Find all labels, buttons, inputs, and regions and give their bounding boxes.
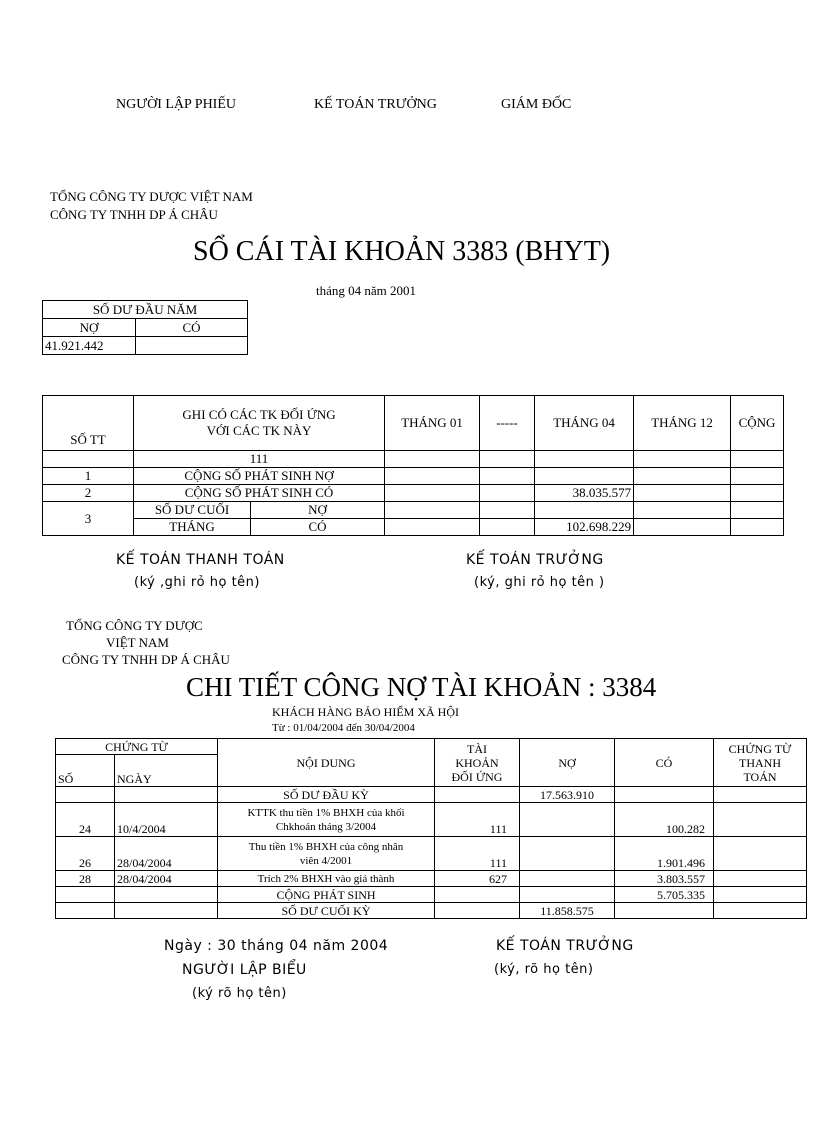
opening-debit-label: NỢ — [43, 319, 136, 337]
row-account: 627 — [435, 871, 520, 887]
row-3-no: 3 — [43, 502, 134, 536]
h-doc-l3: TOÁN — [743, 769, 777, 784]
row-3-credit: CÓ — [251, 519, 385, 536]
col-month-04: THÁNG 04 — [535, 396, 634, 451]
row-date: 28/04/2004 — [115, 837, 218, 871]
table-row — [56, 803, 807, 837]
opening-debit-value: 41.921.442 — [43, 337, 136, 355]
debt-period: Từ : 01/04/2004 đến 30/04/2004 — [272, 722, 415, 734]
col-desc-line2: VỚI CÁC TK NÀY — [206, 423, 312, 438]
row-2-label: CỘNG SỐ PHÁT SINH CÓ — [134, 485, 385, 502]
org-line-1: TỔNG CÔNG TY DƯỢC VIỆT NAM — [50, 189, 253, 204]
col-total: CỘNG — [731, 396, 784, 451]
org2-line-3: CÔNG TY TNHH DP Á CHÂU — [62, 652, 230, 667]
ledger-period: tháng 04 năm 2001 — [316, 283, 417, 298]
row-debit — [520, 803, 615, 837]
debt-table — [55, 738, 807, 919]
ledger-sign-right: KẾ TOÁN TRƯỞNG — [466, 552, 604, 568]
debt-sign-right-note: (ký, rõ họ tên) — [494, 962, 594, 977]
row-2-month-04: 38.035.577 — [535, 485, 634, 502]
row-1-no: 1 — [43, 468, 134, 485]
col-desc-line1: GHI CÓ CÁC TK ĐỐI ỨNG — [182, 407, 336, 422]
row-credit: 1.901.496 — [615, 837, 714, 871]
row-no: 24 — [56, 803, 115, 837]
table-row — [56, 837, 807, 871]
ledger-sign-left: KẾ TOÁN THANH TOÁN — [116, 552, 285, 568]
opening-label: SỐ DƯ ĐẦU KỲ — [218, 787, 435, 803]
ledger-title: SỔ CÁI TÀI KHOẢN 3383 (BHYT) — [193, 236, 611, 267]
debt-title: CHI TIẾT CÔNG NỢ TÀI KHOẢN : 3384 — [186, 672, 657, 702]
row-3-credit-month-04: 102.698.229 — [535, 519, 634, 536]
row-date: 10/4/2004 — [115, 803, 218, 837]
col-desc — [134, 396, 385, 451]
row-account: 111 — [435, 803, 520, 837]
ledger-sign-left-note: (ký ,ghi rỏ họ tên) — [134, 575, 260, 590]
opening-balance-table — [42, 300, 248, 355]
org2-line-2: VIỆT NAM — [106, 635, 169, 650]
signature-preparer: NGƯỜI LẬP PHIẾU — [116, 97, 237, 112]
row-1-label: CỘNG SỐ PHÁT SINH NỢ — [134, 468, 385, 485]
total-label: CỘNG PHÁT SINH — [218, 887, 435, 903]
row-2-no: 2 — [43, 485, 134, 502]
closing-debit: 11.858.575 — [520, 903, 615, 919]
opening-debit: 17.563.910 — [520, 787, 615, 803]
org-line-2: CÔNG TY TNHH DP Á CHÂU — [50, 207, 218, 222]
col-dash: ----- — [480, 396, 535, 451]
row-3-label-line1: SỐ DƯ CUỐI — [134, 502, 251, 519]
debt-sign-right: KẾ TOÁN TRƯỞNG — [496, 938, 634, 954]
row-3-label-line2: THÁNG — [134, 519, 251, 536]
debt-sign-left: NGƯỜI LẬP BIỂU — [182, 962, 307, 978]
opening-header: SỐ DƯ ĐẦU NĂM — [43, 301, 248, 319]
row-date: 28/04/2004 — [115, 871, 218, 887]
row-debit — [520, 837, 615, 871]
table-row — [56, 871, 807, 887]
col-month-12: THÁNG 12 — [634, 396, 731, 451]
h-account — [435, 739, 520, 787]
h-account-l1: TÀI — [467, 741, 487, 756]
h-doc-l1: CHỨNG TỪ — [728, 741, 792, 756]
row-content: Thu tiền 1% BHXH của công nhân viên 4/2001 — [218, 837, 435, 871]
row-3-debit: NỢ — [251, 502, 385, 519]
signature-director: GIÁM ĐỐC — [501, 97, 572, 112]
h-content: NỘI DUNG — [218, 739, 435, 787]
h-voucher: CHỨNG TỪ — [56, 739, 218, 755]
ledger-sign-right-note: (ký, ghi rỏ họ tên ) — [474, 575, 605, 590]
signature-chief-accountant: KẾ TOÁN TRƯỞNG — [314, 97, 437, 112]
h-doc-l2: THANH — [739, 755, 781, 770]
h-credit: CÓ — [615, 739, 714, 787]
h-debit: NỢ — [520, 739, 615, 787]
row-no: 28 — [56, 871, 115, 887]
row-no: 26 — [56, 837, 115, 871]
debt-date-line: Ngày : 30 tháng 04 năm 2004 — [164, 938, 389, 954]
ledger-table — [42, 395, 784, 536]
row-account: 111 — [435, 837, 520, 871]
row-account: 111 — [134, 451, 385, 468]
closing-label: SỐ DƯ CUỐI KỲ — [218, 903, 435, 919]
row-content: KTTK thu tiền 1% BHXH của khối Chkhoán tháng 3/2004 — [218, 803, 435, 837]
opening-credit-label: CÓ — [136, 319, 248, 337]
opening-credit-value — [136, 337, 248, 355]
row-credit: 100.282 — [615, 803, 714, 837]
org2-line-1: TỔNG CÔNG TY DƯỢC — [66, 618, 203, 633]
h-no: SỐ — [56, 755, 115, 787]
h-date: NGÀY — [115, 755, 218, 787]
debt-sign-left-note: (ký rõ họ tên) — [192, 986, 287, 1001]
row-debit — [520, 871, 615, 887]
h-doc — [714, 739, 807, 787]
debt-customer: KHÁCH HÀNG BẢO HIỂM XÃ HỘI — [272, 705, 459, 719]
h-account-l3: ĐỐI ỨNG — [451, 769, 503, 784]
col-stt: SỐ TT — [43, 396, 134, 451]
col-month-01: THÁNG 01 — [385, 396, 480, 451]
row-credit: 3.803.557 — [615, 871, 714, 887]
row-content: Trích 2% BHXH vào giá thành — [218, 871, 435, 887]
total-credit: 5.705.335 — [615, 887, 714, 903]
h-account-l2: KHOẢN — [455, 755, 499, 770]
